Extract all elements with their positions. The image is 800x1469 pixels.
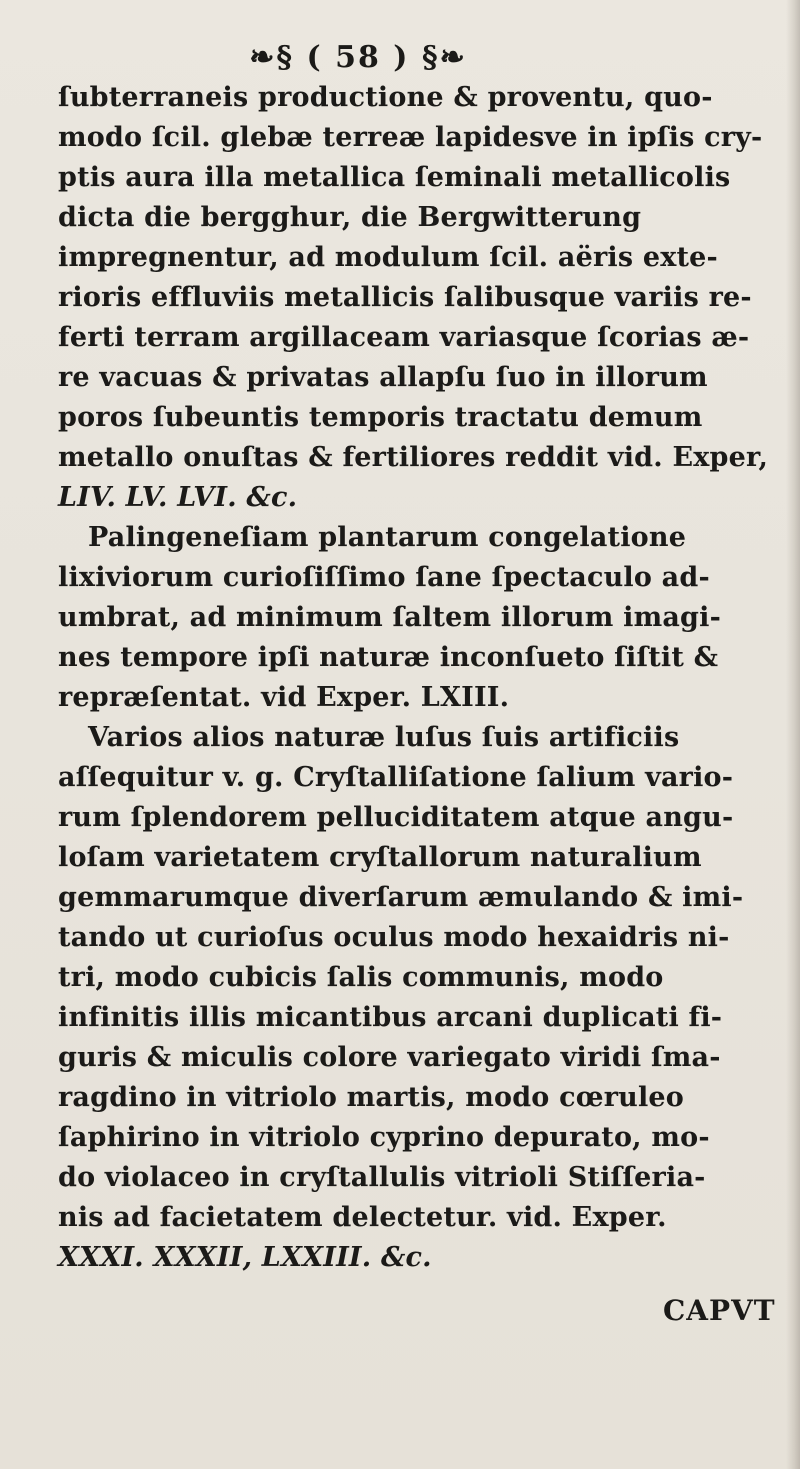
text-line: ptis aura illa metallica ſeminali metallicolis (58, 162, 731, 193)
text-line: guris & miculis colore variegato viridi ſma- (58, 1042, 721, 1073)
text-line: aſſequitur v. g. Cryſtalliſatione ſalium vario- (58, 762, 734, 793)
text-line: ſaphirino in vitriolo cyprino depurato, mo- (58, 1122, 710, 1153)
text-line: nis ad facietatem delectetur. vid. Exper. (58, 1202, 667, 1233)
text-line: nes tempore ipſi naturæ inconſueto ſiſtit & (58, 642, 719, 673)
text-line: ragdino in vitriolo martis, modo cœruleo (58, 1082, 685, 1113)
text-line: tando ut curioſus oculus modo hexaidris ni- (58, 922, 730, 953)
text-line: modo ſcil. glebæ terreæ lapidesve in ipſis cry- (58, 122, 763, 153)
text-line: impregnentur, ad modulum ſcil. aëris exte- (58, 242, 718, 273)
reference-line: XXXI. XXXII, LXXIII. &c. (58, 1242, 432, 1273)
text-line: do violaceo in cryſtallulis vitrioli Stiſſeria- (58, 1162, 706, 1193)
text-line: rum ſplendorem pelluciditatem atque angu- (58, 802, 734, 833)
text-line: umbrat, ad minimum ſaltem illorum imagi- (58, 602, 721, 633)
paragraph-start: Varios alios naturæ luſus ſuis artificiis (88, 722, 680, 753)
text-line: tri, modo cubicis ſalis communis, modo (58, 962, 664, 993)
text-line: metallo onuſtas & fertiliores reddit vid. Exper, (58, 442, 769, 473)
catchword: CAPVT (663, 1294, 776, 1327)
paragraph-start: Palingeneſiam plantarum congelatione (88, 522, 687, 553)
text-line: infinitis illis micantibus arcani duplicati fi- (58, 1002, 723, 1033)
text-line: rioris effluviis metallicis ſalibusque variis re- (58, 282, 752, 313)
page-header: ❧§ ( 58 ) §❧ (249, 40, 467, 75)
text-line: dicta die bergghur, die Bergwitterung (58, 202, 642, 233)
text-line: loſam varietatem cryſtallorum naturalium (58, 842, 702, 873)
text-line: ferti terram argillaceam variasque ſcorias æ- (58, 322, 750, 353)
text-block (58, 38, 790, 1278)
text-line: lixiviorum curioſiſſimo ſane ſpectaculo ad- (58, 562, 710, 593)
text-line: repræſentat. vid Exper. LXIII. (58, 682, 510, 713)
text-line: re vacuas & privatas allapſu ſuo in illorum (58, 362, 708, 393)
text-line: gemmarumque diverſarum æmulando & imi- (58, 882, 744, 913)
text-line: poros ſubeuntis temporis tractatu demum (58, 402, 703, 433)
text-line: ſubterraneis productione & proventu, quo- (58, 82, 713, 113)
reference-line: LIV. LV. LVI. &c. (58, 482, 298, 513)
